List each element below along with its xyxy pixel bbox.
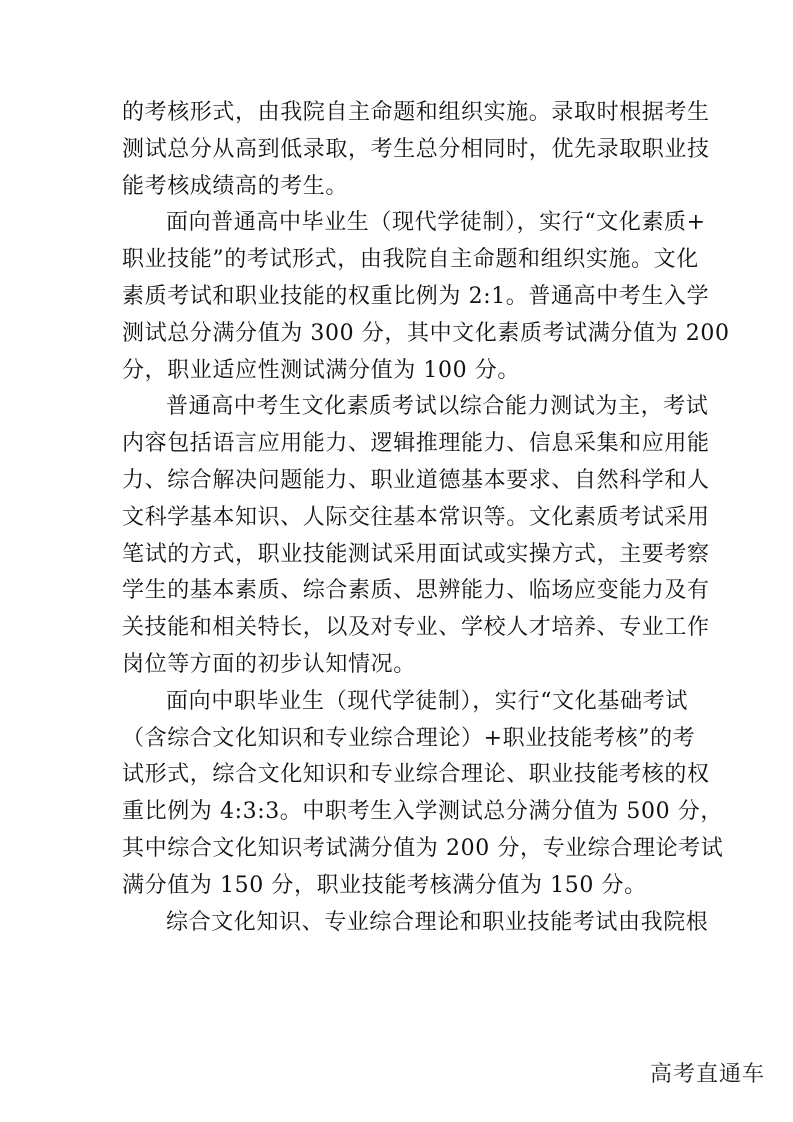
paragraph-vocational-graduates [122, 684, 724, 905]
text-line: 测试总分满分值为 300 分，其中文化素质考试满分值为 200 [122, 320, 730, 346]
text-line: （含综合文化知识和专业综合理论）+职业技能考核”的考 [122, 725, 696, 751]
watermark-logo-text: 高考直通车 [649, 1062, 765, 1087]
text-line: 职业技能”的考试形式，由我院自主命题和组织实施。文化 [122, 247, 699, 273]
text-line: 岗位等方面的初步认知情况。 [122, 651, 416, 677]
paragraph-exam-organization [122, 905, 709, 942]
text-line: 关技能和相关特长，以及对专业、学校人才培养、专业工作 [122, 615, 710, 641]
text-line: 普通高中考生文化素质考试以综合能力测试为主，考试 [166, 394, 709, 420]
text-line: 测试总分从高到低录取，考生总分相同时，优先录取职业技 [122, 136, 710, 162]
text-line: 文科学基本知识、人际交往基本常识等。文化素质考试采用 [122, 504, 710, 530]
text-line: 内容包括语言应用能力、逻辑推理能力、信息采集和应用能 [122, 431, 710, 457]
text-line: 重比例为 4:3:3。中职考生入学测试总分满分值为 500 分， [122, 799, 723, 825]
text-line: 素质考试和职业技能的权重比例为 2:1。普通高中考生入学 [122, 283, 710, 309]
text-line: 面向普通高中毕业生（现代学徒制），实行“文化素质+ [166, 210, 706, 236]
text-line: 综合文化知识、专业综合理论和职业技能考试由我院根 [166, 909, 709, 935]
paragraph-high-school-graduates [122, 205, 730, 389]
text-line: 面向中职毕业生（现代学徒制），实行“文化基础考试 [166, 688, 688, 714]
paragraph-assessment-continuation [122, 95, 710, 205]
text-line: 满分值为 150 分，职业技能考核满分值为 150 分。 [122, 872, 647, 898]
text-line: 力、综合解决问题能力、职业道德基本要求、自然科学和人 [122, 467, 710, 493]
text-line: 的考核形式，由我院自主命题和组织实施。录取时根据考生 [122, 100, 710, 125]
paragraph-cultural-quality-exam [122, 389, 710, 683]
text-line: 试形式，综合文化知识和专业综合理论、职业技能考核的权 [122, 762, 710, 788]
text-line: 学生的基本素质、综合素质、思辨能力、临场应变能力及有 [122, 578, 710, 604]
text-line: 其中综合文化知识考试满分值为 200 分，专业综合理论考试 [122, 835, 724, 861]
text-line: 能考核成绩高的考生。 [122, 173, 349, 199]
text-line: 分，职业适应性测试满分值为 100 分。 [122, 357, 520, 383]
text-line: 笔试的方式，职业技能测试采用面试或实操方式，主要考察 [122, 541, 710, 567]
document-body [122, 95, 730, 941]
